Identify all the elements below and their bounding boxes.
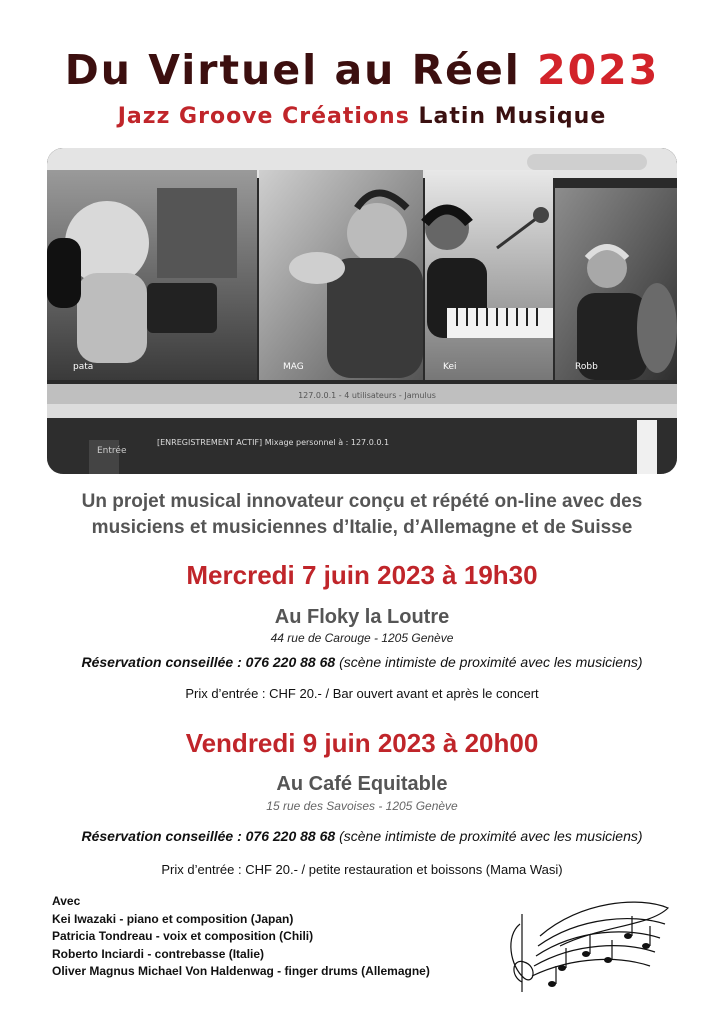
event1-address: 44 rue de Carouge - 1205 Genève [270, 631, 454, 645]
musicians-list [52, 893, 430, 981]
subtitle-part1: Jazz Groove Créations [117, 104, 410, 129]
title-main: Du Virtuel au Réel [64, 46, 521, 94]
intro-line-1: Un projet musical innovateur conçu et répété on-line avec des [81, 491, 643, 512]
participant-name: MAG [283, 362, 304, 372]
event1-reservation-note: (scène intimiste de proximité avec les musiciens) [339, 654, 643, 670]
musician-item: Oliver Magnus Michael Von Haldenwag - finger drums (Allemagne) [52, 964, 430, 978]
event2-reservation [0, 828, 724, 844]
musician-item: Patricia Tondreau - voix et composition (Chili) [52, 929, 314, 943]
poster-title [0, 46, 724, 94]
participant-tile-4 [555, 188, 677, 380]
event1-venue: Au Floky la Loutre [274, 606, 450, 628]
status-bar: [ENREGISTREMENT ACTIF] Mixage personnel à : 127.0.0.1 [157, 438, 390, 447]
participant-tile-2 [259, 170, 423, 380]
event2-reservation-label: Réservation conseillée : 076 220 88 68 [81, 828, 336, 844]
musician-item: Kei Iwazaki - piano et composition (Japan) [52, 911, 294, 926]
participant-tile-3 [425, 170, 553, 380]
session-photo [47, 148, 677, 474]
event2-reservation-note: (scène intimiste de proximité avec les musiciens) [339, 828, 643, 844]
event1-date: Mercredi 7 juin 2023 à 19h30 [186, 560, 538, 590]
event2-address: 15 rue des Savoises - 1205 Genève [266, 799, 458, 813]
intro-text [20, 489, 704, 541]
musicians-heading: Avec [52, 894, 81, 908]
subtitle-part2: Latin Musique [418, 104, 607, 129]
input-label: Entrée [97, 446, 127, 456]
participant-tile-1 [47, 170, 257, 380]
title-year: 2023 [537, 46, 660, 94]
participant-name: Robb [575, 362, 598, 372]
intro-line-2: musiciens et musiciennes d’Italie, d’Allemagne et de Suisse [91, 517, 633, 538]
event2-price: Prix d’entrée : CHF 20.- / petite restauration et boissons (Mama Wasi) [161, 862, 563, 877]
event1-reservation-label: Réservation conseillée : 076 220 88 68 [81, 654, 336, 670]
music-notes-icon [500, 896, 675, 996]
participant-name: Kei [443, 362, 457, 372]
session-info: 127.0.0.1 - 4 utilisateurs - Jamulus [298, 391, 436, 400]
event2-venue: Au Café Equitable [276, 773, 448, 795]
musician-item: Roberto Inciardi - contrebasse (Italie) [52, 946, 265, 961]
event2-date: Vendredi 9 juin 2023 à 20h00 [185, 728, 539, 758]
poster-subtitle [0, 104, 724, 129]
participant-name: pata [73, 362, 94, 372]
event1-price: Prix d’entrée : CHF 20.- / Bar ouvert avant et après le concert [185, 686, 539, 701]
session-photo-illustration [47, 148, 677, 474]
event1-reservation [0, 654, 724, 670]
